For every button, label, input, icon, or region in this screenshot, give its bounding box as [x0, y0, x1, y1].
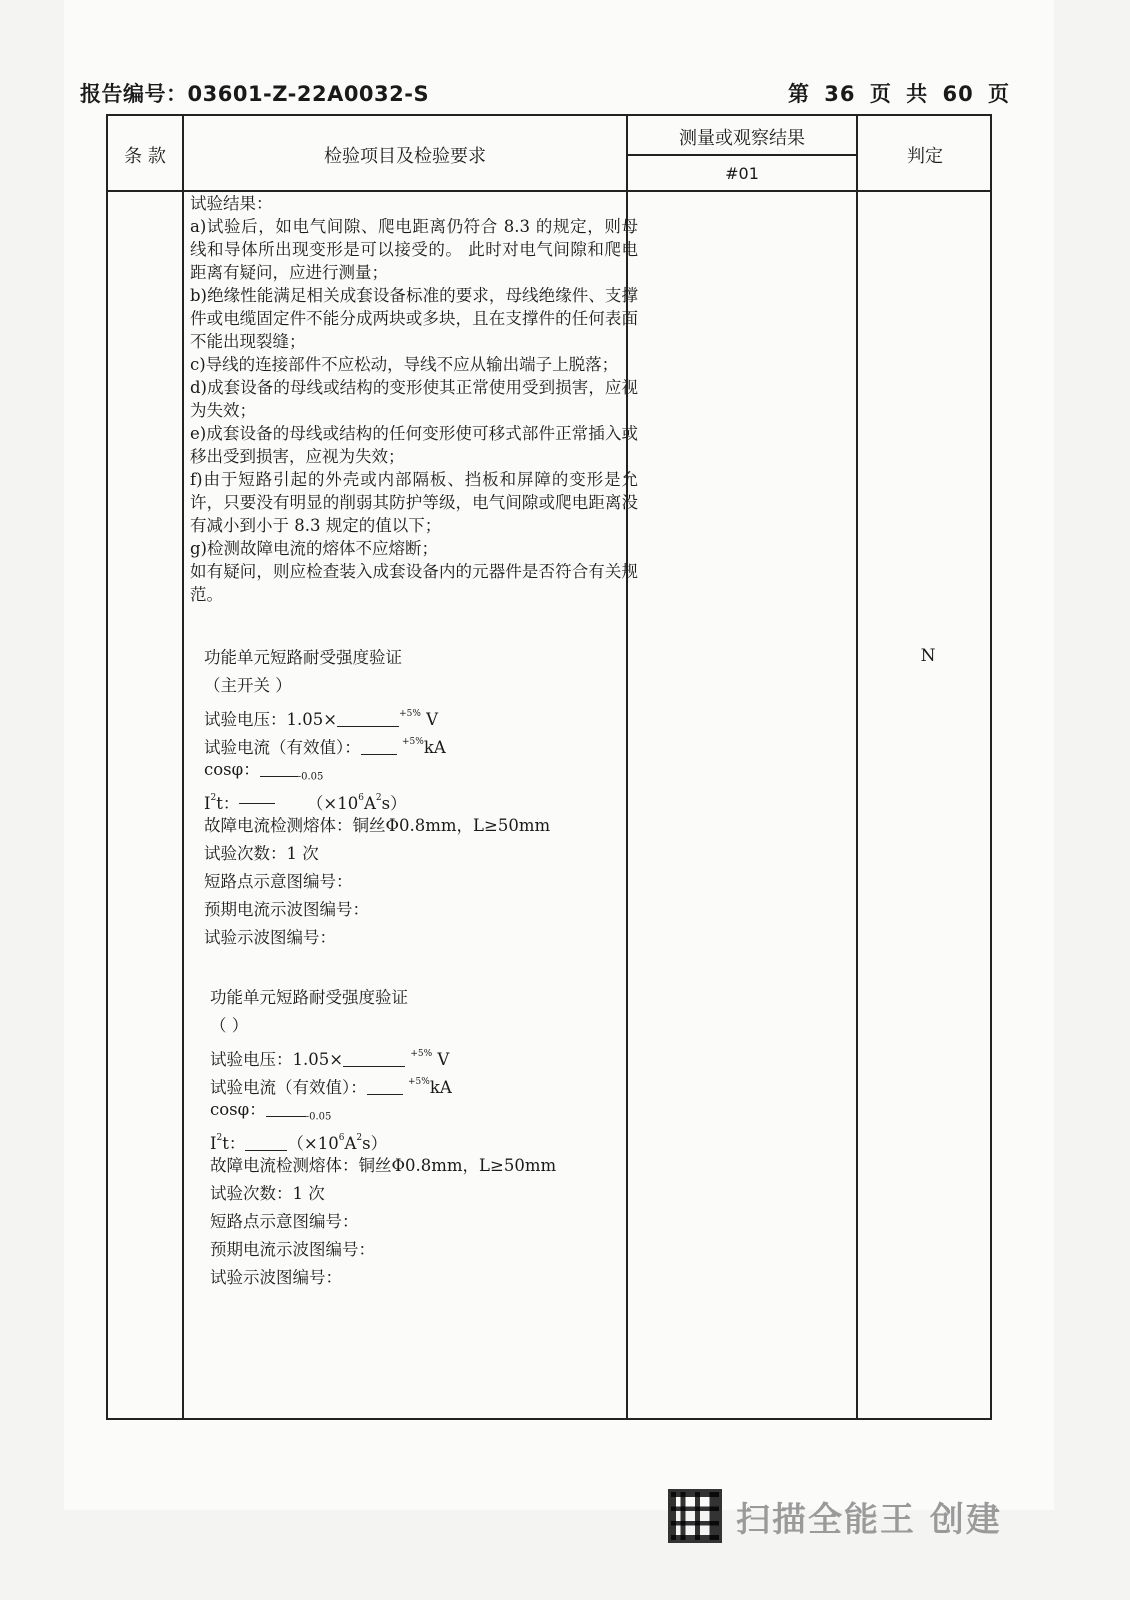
inspection-table: [106, 114, 992, 1420]
diagram-number: 短路点示意图编号：: [204, 872, 353, 891]
power-factor: cosφ： $_{-0.05}$: [204, 760, 324, 783]
watermark-text: 扫描全能王 创建: [736, 1499, 1002, 1540]
test-voltage: 试验电压：1.05× $^{+5\%}$ V: [204, 709, 439, 729]
diagram-number: 短路点示意图编号：: [210, 1212, 359, 1231]
voltage-blank: [343, 1050, 405, 1067]
qr-code-icon: [668, 1489, 722, 1543]
i2t-blank: [239, 803, 275, 804]
result-header: 测量或观察结果: [679, 128, 805, 149]
test-voltage: 试验电压：1.05× $^{+5\%}$ V: [210, 1049, 450, 1069]
item-header: 检验项目及检验要求: [324, 146, 486, 167]
test-wave-number: 试验示波图编号：: [204, 928, 336, 947]
result-item-g: g)检测故障电流的熔体不应熔断；: [190, 539, 438, 558]
result-note: 如有疑问，则应检查装入成套设备内的元器件是否符合有关规范。: [190, 562, 638, 604]
verdict-value: N: [920, 646, 936, 666]
block-title: 功能单元短路耐受强度验证: [210, 988, 408, 1007]
result-item-d: d)成套设备的母线或结构的变形使其正常使用受到损害，应视为失效；: [190, 378, 638, 420]
test-current: 试验电流（有效值）： $^{+5\%}$kA: [204, 737, 446, 757]
fuse-spec: 故障电流检测熔体：铜丝Φ0.8mm，L≥50mm: [204, 816, 551, 835]
col-divider-clause: [182, 116, 184, 1418]
results-title: 试验结果：: [190, 194, 273, 213]
col-divider-result: [856, 116, 858, 1418]
i2t: $I^2t$： $(\times 10^6A^2s)$: [210, 1133, 388, 1153]
block-subtitle: （主开关 ）: [204, 676, 292, 695]
fuse-spec: 故障电流检测熔体：铜丝Φ0.8mm，L≥50mm: [210, 1156, 557, 1175]
block-subtitle: （ ）: [210, 1016, 249, 1035]
result-item-e: e)成套设备的母线或结构的任何变形使可移式部件正常插入或移出受到损害，应视为失效；: [190, 424, 638, 466]
clause-header: 条 款: [124, 146, 166, 167]
result-item-b: b)绝缘性能满足相关成套设备标准的要求，母线绝缘件、支撑件或电缆固定件不能分成两块或多块，且在支撑件的任何表面不能出现裂缝；: [190, 286, 638, 351]
scanner-watermark: [668, 1486, 1008, 1546]
current-blank: [361, 738, 397, 755]
block-title: 功能单元短路耐受强度验证: [204, 648, 402, 667]
voltage-blank: [337, 710, 399, 727]
i2t-blank: [245, 1134, 287, 1151]
verification-block-1: [204, 644, 634, 952]
result-item-f: f)由于短路引起的外壳或内部隔板、挡板和屏障的变形是允许，只要没有明显的削弱其防护等级，电气间隙或爬电距离没有减小到小于 8.3 规定的值以下；: [190, 470, 638, 535]
result-item-c: c)导线的连接部件不应松动，导线不应从输出端子上脱落；: [190, 355, 619, 374]
cos-blank: [266, 1100, 306, 1117]
test-count: 试验次数：1 次: [210, 1184, 325, 1203]
expected-wave-number: 预期电流示波图编号：: [210, 1240, 375, 1259]
cos-blank: [260, 760, 298, 777]
result-item-a: a)试验后，如电气间隙、爬电距离仍符合 8.3 的规定，则母线和导体所出现变形是可以接受的。 此时对电气间隙和爬电距离有疑问，应进行测量；: [190, 217, 638, 282]
test-current: 试验电流（有效值）： $^{+5\%}$kA: [210, 1077, 452, 1097]
power-factor: cosφ： $_{-0.05}$: [210, 1100, 332, 1123]
expected-wave-number: 预期电流示波图编号：: [204, 900, 369, 919]
page-indicator: 第 36 页 共 60 页: [788, 82, 1011, 106]
sample-header: #01: [725, 164, 759, 183]
test-count: 试验次数：1 次: [204, 844, 319, 863]
verdict-header: 判定: [907, 146, 943, 167]
test-results-text: [190, 192, 638, 606]
test-wave-number: 试验示波图编号：: [210, 1268, 342, 1287]
report-number: 报告编号：03601-Z-22A0032-S: [80, 82, 430, 106]
current-blank: [367, 1078, 403, 1095]
i2t: $I^2t$： $(\times 10^6A^2s)$: [204, 793, 407, 813]
verification-block-2: [210, 984, 640, 1292]
result-sub-line: [626, 154, 856, 156]
